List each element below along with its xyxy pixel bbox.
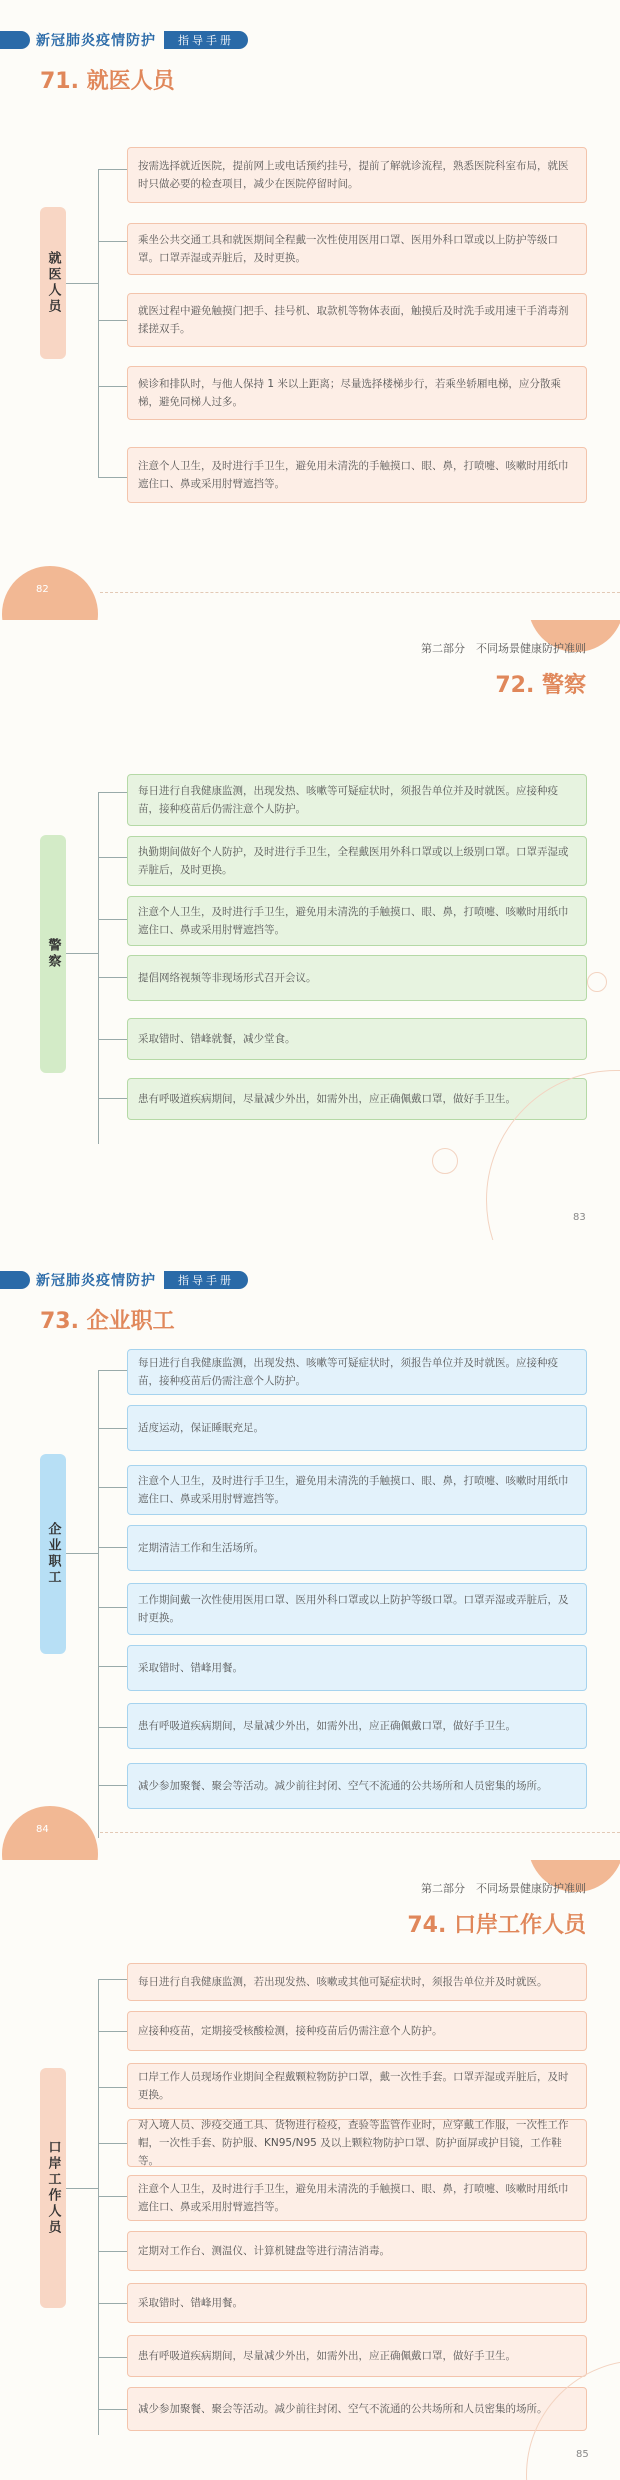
section-label: 第二部分 不同场景健康防护准则 — [421, 1882, 586, 1895]
list-item: 减少参加聚餐、聚会等活动。减少前往封闭、空气不流通的公共场所和人员密集的场所。 — [127, 1763, 587, 1809]
list-item: 执勤期间做好个人防护，及时进行手卫生，全程戴医用外科口罩或以上级别口罩。口罩弄湿或弄脏后，及时更换。 — [127, 836, 587, 886]
list-item: 注意个人卫生，及时进行手卫生，避免用未清洗的手触摸口、眼、鼻，打喷嚏、咳嗽时用纸巾遮住口、鼻或采用肘臂遮挡等。 — [127, 2175, 587, 2221]
list-item: 工作期间戴一次性使用医用口罩、医用外科口罩或以上防护等级口罩。口罩弄湿或弄脏后，及时更换。 — [127, 1583, 587, 1635]
page-number: 84 — [36, 1824, 49, 1835]
list-item: 减少参加聚餐、聚会等活动。减少前往封闭、空气不流通的公共场所和人员密集的场所。 — [127, 2387, 587, 2431]
list-item: 注意个人卫生，及时进行手卫生，避免用未清洗的手触摸口、眼、鼻，打喷嚏、咳嗽时用纸巾遮住口、鼻或采用肘臂遮挡等。 — [127, 896, 587, 946]
page-74 — [0, 1860, 620, 2480]
list-item: 患有呼吸道疾病期间，尽量减少外出，如需外出，应正确佩戴口罩，做好手卫生。 — [127, 1703, 587, 1749]
list-item: 应接种疫苗，定期接受核酸检测，接种疫苗后仍需注意个人防护。 — [127, 2011, 587, 2051]
list-item: 定期对工作台、测温仪、计算机键盘等进行清洁消毒。 — [127, 2231, 587, 2271]
list-item: 采取错时、错峰就餐，减少堂食。 — [127, 1018, 587, 1060]
page-71 — [0, 0, 620, 620]
section-label: 第二部分 不同场景健康防护准则 — [421, 642, 586, 655]
page-number: 83 — [573, 1212, 586, 1223]
page-title: 73. 企业职工 — [40, 1309, 175, 1334]
page-number: 85 — [576, 2449, 589, 2460]
corner-circle — [2, 566, 98, 620]
page-73 — [0, 1240, 620, 1860]
page-title: 71. 就医人员 — [40, 69, 175, 94]
list-item: 每日进行自我健康监测，若出现发热、咳嗽或其他可疑症状时，须报告单位并及时就医。 — [127, 1963, 587, 2001]
list-item: 注意个人卫生，及时进行手卫生，避免用未清洗的手触摸口、眼、鼻，打喷嚏、咳嗽时用纸巾遮住口、鼻或采用肘臂遮挡等。 — [127, 1465, 587, 1515]
list-item: 每日进行自我健康监测，出现发热、咳嗽等可疑症状时，须报告单位并及时就医。应接种疫苗，接种疫苗后仍需注意个人防护。 — [127, 774, 587, 826]
list-item: 采取错时、错峰用餐。 — [127, 1645, 587, 1691]
list-item: 就医过程中避免触摸门把手、挂号机、取款机等物体表面，触摸后及时洗手或用速干手消毒剂揉搓双手。 — [127, 293, 587, 347]
list-item: 按需选择就近医院，提前网上或电话预约挂号，提前了解就诊流程，熟悉医院科室布局，就医时只做必要的检查项目，减少在医院停留时间。 — [127, 147, 587, 203]
category-label: 企业职工 — [40, 1454, 66, 1654]
list-item: 注意个人卫生，及时进行手卫生，避免用未清洗的手触摸口、眼、鼻，打喷嚏、咳嗽时用纸巾遮住口、鼻或采用肘臂遮挡等。 — [127, 447, 587, 503]
header-badge: 指导手册 — [164, 1271, 248, 1289]
category-label: 警察 — [40, 835, 66, 1073]
list-item: 定期清洁工作和生活场所。 — [127, 1525, 587, 1571]
list-item: 对入境人员、涉疫交通工具、货物进行检疫，查验等监管作业时，应穿戴工作服，一次性工作帽，一次性手套、防护服、KN95/N95 及以上颗粒物防护口罩、防护面屏或护目镜，工作鞋等。 — [127, 2119, 587, 2167]
list-item: 口岸工作人员现场作业期间全程戴颗粒物防护口罩，戴一次性手套。口罩弄湿或弄脏后，及时更换。 — [127, 2063, 587, 2109]
corner-circle — [2, 1806, 98, 1860]
list-item: 患有呼吸道疾病期间，尽量减少外出，如需外出，应正确佩戴口罩，做好手卫生。 — [127, 1078, 587, 1120]
header-text: 新冠肺炎疫情防护 — [36, 1273, 156, 1289]
list-item: 适度运动，保证睡眠充足。 — [127, 1405, 587, 1451]
list-item: 提倡网络视频等非现场形式召开会议。 — [127, 955, 587, 1001]
list-item: 每日进行自我健康监测，出现发热、咳嗽等可疑症状时，须报告单位并及时就医。应接种疫苗，接种疫苗后仍需注意个人防护。 — [127, 1349, 587, 1395]
list-item: 乘坐公共交通工具和就医期间全程戴一次性使用医用口罩、医用外科口罩或以上防护等级口罩。口罩弄湿或弄脏后，及时更换。 — [127, 223, 587, 275]
category-label: 就医人员 — [40, 207, 66, 359]
list-item: 患有呼吸道疾病期间，尽量减少外出，如需外出，应正确佩戴口罩，做好手卫生。 — [127, 2335, 587, 2377]
header-text: 新冠肺炎疫情防护 — [36, 33, 156, 49]
page-number: 82 — [36, 584, 49, 595]
list-item: 候诊和排队时，与他人保持 1 米以上距离；尽量选择楼梯步行，若乘坐轿厢电梯，应分散乘梯，避免同梯人过多。 — [127, 366, 587, 420]
page-title: 74. 口岸工作人员 — [407, 1913, 586, 1938]
page-72 — [0, 620, 620, 1240]
header-bar — [0, 31, 248, 49]
header-bar — [0, 1271, 248, 1289]
page-title: 72. 警察 — [495, 673, 586, 698]
header-badge: 指导手册 — [164, 31, 248, 49]
category-label: 口岸工作人员 — [40, 2068, 66, 2308]
list-item: 采取错时、错峰用餐。 — [127, 2283, 587, 2323]
